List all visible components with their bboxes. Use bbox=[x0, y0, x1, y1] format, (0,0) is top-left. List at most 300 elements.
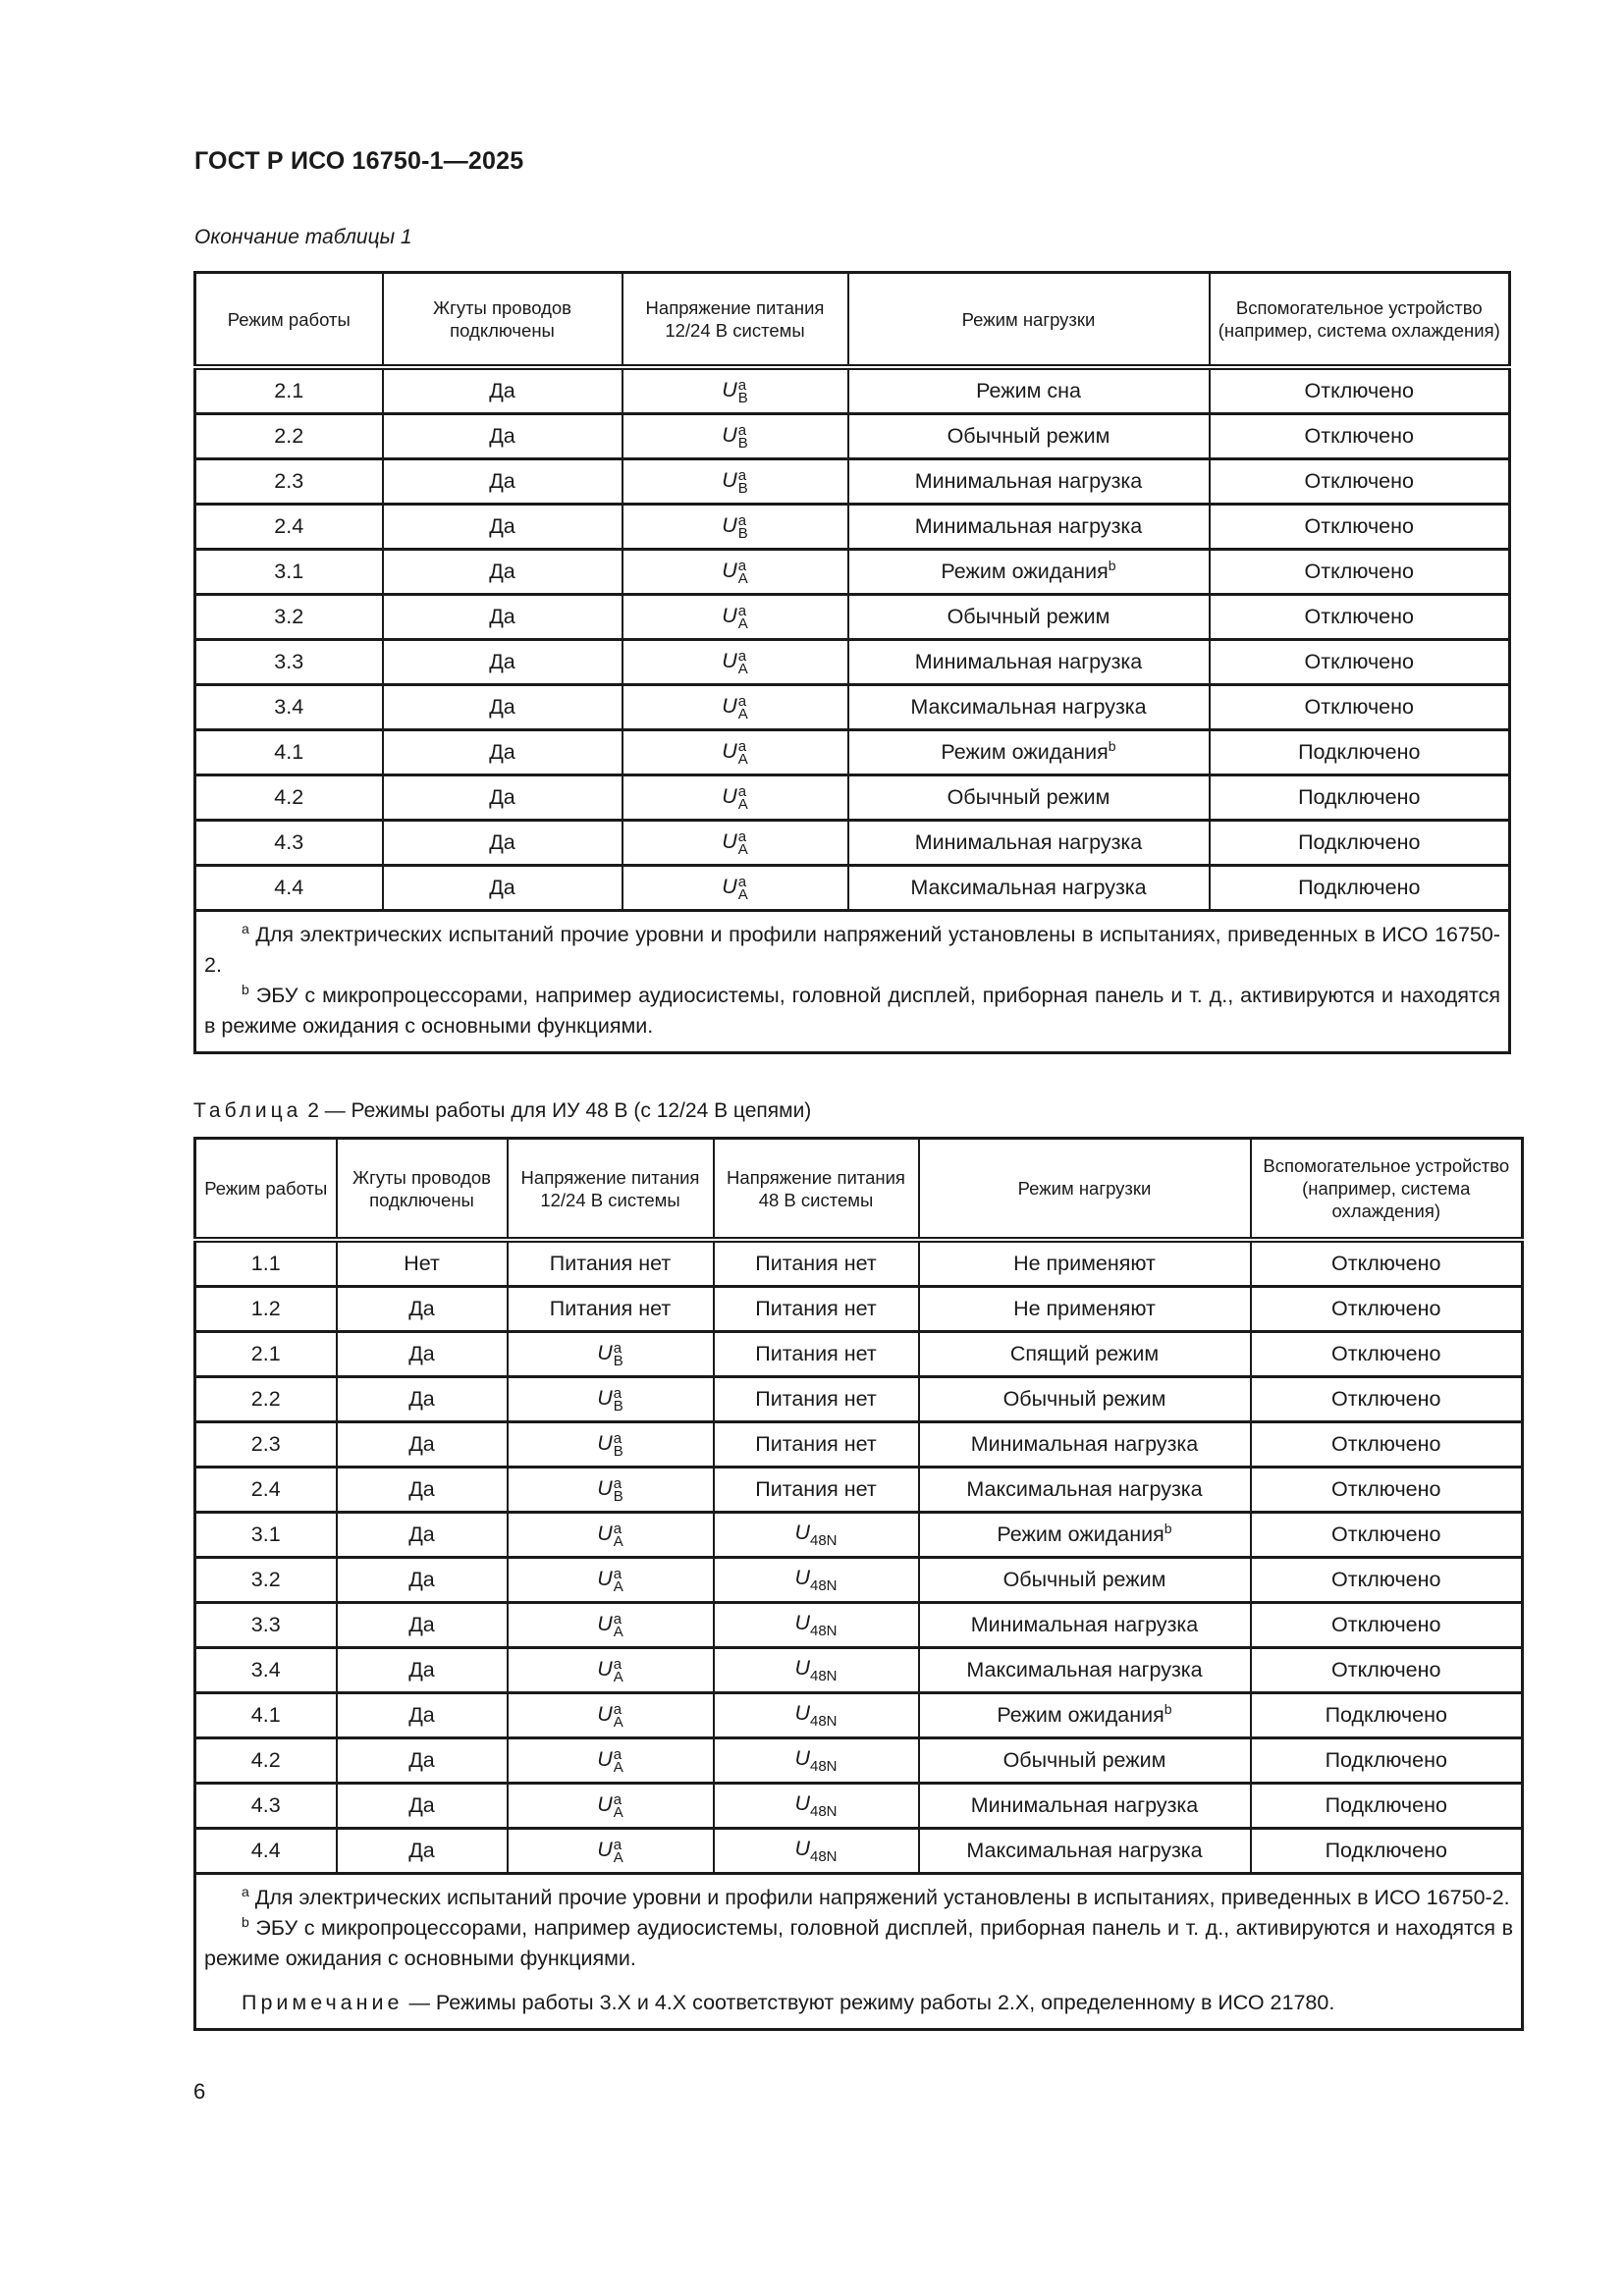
cell-voltage-12-24 bbox=[508, 1738, 714, 1784]
footnote-mark: a bbox=[613, 1339, 623, 1357]
cell-aux-device: Подключено bbox=[1251, 1693, 1523, 1738]
voltage-subscript: B bbox=[737, 389, 748, 406]
voltage-symbol: U bbox=[597, 1612, 613, 1636]
cell-voltage-12-24 bbox=[623, 866, 848, 911]
load-mode-text: Минимальная нагрузка bbox=[970, 1613, 1199, 1636]
cell-voltage-12-24 bbox=[508, 1829, 714, 1874]
footnote-a: $^a$ Для электрических испытаний прочие уровни и профили напряжений установлены в испытаниях, приведенных в ИСО 16750-2. bbox=[204, 920, 1500, 977]
footnote-mark: a bbox=[737, 692, 747, 710]
cell-voltage-48 bbox=[714, 1829, 919, 1874]
cell-load-mode bbox=[848, 367, 1210, 414]
cell-aux-device: Отключено bbox=[1251, 1558, 1523, 1603]
cell-load-mode bbox=[919, 1287, 1251, 1332]
cell-load-mode bbox=[919, 1377, 1251, 1422]
cell-load-mode bbox=[919, 1603, 1251, 1648]
load-mode-text: Обычный режим bbox=[947, 605, 1110, 628]
cell-voltage-12-24 bbox=[508, 1693, 714, 1738]
col-header-voltage-12-24: Напряжение питания 12/24 В системы bbox=[623, 273, 848, 368]
col-header-voltage-48: Напряжение питания 48 В системы bbox=[714, 1139, 919, 1241]
voltage-subscript: 48N bbox=[810, 1758, 838, 1775]
cell-load-mode bbox=[919, 1513, 1251, 1558]
voltage-symbol: U bbox=[722, 604, 737, 628]
load-mode-text: Минимальная нагрузка bbox=[914, 650, 1143, 673]
voltage-symbol: U bbox=[597, 1386, 613, 1411]
footnote-mark: a bbox=[737, 421, 747, 439]
cell-load-mode bbox=[848, 505, 1210, 550]
load-mode-text: Максимальная нагрузка bbox=[910, 876, 1147, 899]
cell-voltage-12-24 bbox=[623, 414, 848, 459]
cell-aux-device: Отключено bbox=[1210, 505, 1510, 550]
cell-load-mode bbox=[848, 685, 1210, 730]
footnote-a: $^a$ Для электрических испытаний прочие уровни и профили напряжений установлены в испытаниях, приведенных в ИСО 16750-2. bbox=[242, 1883, 1510, 1909]
cell-voltage-48 bbox=[714, 1648, 919, 1693]
voltage-subscript: 48N bbox=[810, 1532, 838, 1549]
table2-footnotes bbox=[195, 1874, 1523, 2030]
voltage-symbol: U bbox=[597, 1747, 613, 1772]
cell-harness: Да bbox=[383, 821, 623, 866]
voltage-symbol: U bbox=[722, 784, 737, 809]
cell-aux-device: Отключено bbox=[1210, 595, 1510, 640]
cell-load-mode bbox=[848, 550, 1210, 595]
cell-aux-device: Отключено bbox=[1210, 685, 1510, 730]
cell-voltage-12-24 bbox=[623, 595, 848, 640]
footnote-mark: a bbox=[613, 1745, 623, 1763]
table-row bbox=[195, 505, 1510, 550]
cell-load-mode bbox=[919, 1738, 1251, 1784]
table-row bbox=[195, 1558, 1523, 1603]
voltage-symbol: U bbox=[597, 1838, 613, 1862]
cell-mode: 3.1 bbox=[195, 550, 383, 595]
voltage-indices bbox=[737, 421, 748, 452]
voltage-subscript: A bbox=[613, 1758, 623, 1776]
voltage-indices bbox=[737, 692, 748, 722]
cell-voltage-12-24 bbox=[623, 821, 848, 866]
cell-load-mode bbox=[848, 775, 1210, 821]
table1-body bbox=[195, 367, 1510, 911]
cell-mode: 2.1 bbox=[195, 367, 383, 414]
voltage-symbol: U bbox=[722, 513, 737, 538]
cell-load-mode bbox=[848, 640, 1210, 685]
voltage-indices bbox=[614, 1522, 623, 1548]
voltage-subscript: A bbox=[613, 1848, 623, 1866]
cell-voltage-48 bbox=[714, 1468, 919, 1513]
cell-harness: Да bbox=[337, 1738, 508, 1784]
cell-harness: Да bbox=[337, 1784, 508, 1829]
footnote-mark: b bbox=[1108, 737, 1116, 754]
voltage-symbol: U bbox=[722, 649, 737, 673]
cell-load-mode bbox=[919, 1784, 1251, 1829]
voltage-symbol: U bbox=[722, 739, 737, 764]
voltage-subscript: A bbox=[737, 840, 748, 858]
footnote-mark: a bbox=[737, 602, 747, 619]
voltage-indices bbox=[737, 466, 748, 497]
cell-load-mode bbox=[848, 730, 1210, 775]
table-row bbox=[195, 685, 1510, 730]
voltage-indices bbox=[737, 376, 748, 406]
table2-caption-text: 2 — Режимы работы для ИУ 48 В (с 12/24 В цепями) bbox=[307, 1099, 812, 1122]
voltage-indices bbox=[613, 1790, 623, 1821]
table-row bbox=[195, 1240, 1523, 1287]
cell-harness: Да bbox=[337, 1558, 508, 1603]
note-label: Примечание bbox=[242, 1991, 404, 2014]
voltage-symbol: U bbox=[722, 694, 737, 719]
voltage-symbol: U bbox=[597, 1431, 613, 1456]
cell-aux-device: Отключено bbox=[1251, 1287, 1523, 1332]
load-mode-text: Максимальная нагрузка bbox=[966, 1477, 1203, 1501]
cell-voltage-12-24 bbox=[623, 730, 848, 775]
cell-load-mode bbox=[848, 866, 1210, 911]
cell-mode: 4.4 bbox=[195, 1829, 337, 1874]
voltage-subscript: B bbox=[737, 524, 748, 542]
footnote-mark: a bbox=[613, 1429, 623, 1447]
cell-harness: Да bbox=[337, 1693, 508, 1738]
cell-mode: 1.1 bbox=[195, 1240, 337, 1287]
footnote-mark: a bbox=[613, 1565, 623, 1582]
table1-footnotes bbox=[195, 911, 1510, 1053]
load-mode-text: Режим сна bbox=[976, 379, 1081, 402]
voltage-subscript: A bbox=[613, 1803, 623, 1821]
voltage-indices bbox=[613, 1700, 623, 1731]
voltage-subscript: B bbox=[737, 479, 748, 497]
cell-load-mode bbox=[919, 1829, 1251, 1874]
load-mode-text: Максимальная нагрузка bbox=[966, 1839, 1203, 1862]
load-mode-text: Режим ожидания bbox=[941, 740, 1109, 764]
cell-load-mode bbox=[848, 414, 1210, 459]
cell-mode: 3.2 bbox=[195, 1558, 337, 1603]
cell-voltage-12-24 bbox=[508, 1468, 714, 1513]
table-2-operating-modes-48v bbox=[193, 1137, 1524, 2031]
voltage-subscript: 48N bbox=[810, 1848, 838, 1865]
table-row bbox=[195, 1513, 1523, 1558]
table-row bbox=[195, 1332, 1523, 1377]
cell-aux-device: Отключено bbox=[1210, 640, 1510, 685]
footnote-mark: a bbox=[613, 1655, 623, 1673]
voltage-symbol: U bbox=[794, 1656, 810, 1680]
cell-harness: Да bbox=[383, 505, 623, 550]
table-row bbox=[195, 1287, 1523, 1332]
voltage-subscript: A bbox=[737, 705, 748, 722]
cell-load-mode bbox=[919, 1693, 1251, 1738]
cell-load-mode bbox=[919, 1648, 1251, 1693]
table-row bbox=[195, 1603, 1523, 1648]
cell-load-mode bbox=[919, 1558, 1251, 1603]
voltage-symbol: U bbox=[597, 1522, 613, 1546]
load-mode-text: Режим ожидания bbox=[997, 1703, 1164, 1727]
cell-harness: Да bbox=[337, 1513, 508, 1558]
footnote-mark: a bbox=[737, 782, 747, 800]
load-mode-text: Обычный режим bbox=[947, 785, 1110, 809]
no-power-text: Питания нет bbox=[755, 1477, 877, 1501]
table2-caption-label: Таблица bbox=[193, 1099, 302, 1122]
voltage-symbol: U bbox=[597, 1476, 613, 1501]
voltage-symbol: U bbox=[597, 1341, 613, 1365]
cell-harness: Да bbox=[337, 1377, 508, 1422]
cell-voltage-12-24 bbox=[508, 1422, 714, 1468]
footnote-mark: a bbox=[737, 647, 747, 665]
table1-footnotes-row bbox=[195, 911, 1510, 1053]
cell-harness: Да bbox=[383, 595, 623, 640]
table2-caption bbox=[193, 1099, 811, 1123]
voltage-indices bbox=[737, 782, 748, 813]
cell-voltage-12-24 bbox=[623, 459, 848, 505]
footnote-mark: a bbox=[613, 1520, 623, 1537]
cell-voltage-48 bbox=[714, 1422, 919, 1468]
cell-mode: 2.3 bbox=[195, 459, 383, 505]
cell-mode: 4.1 bbox=[195, 1693, 337, 1738]
cell-voltage-12-24 bbox=[623, 640, 848, 685]
no-power-text: Питания нет bbox=[755, 1297, 877, 1320]
cell-mode: 2.2 bbox=[195, 414, 383, 459]
voltage-symbol: U bbox=[597, 1792, 613, 1817]
cell-load-mode bbox=[919, 1468, 1251, 1513]
cell-aux-device: Подключено bbox=[1210, 866, 1510, 911]
no-power-text: Питания нет bbox=[755, 1432, 877, 1456]
cell-voltage-12-24 bbox=[623, 775, 848, 821]
cell-mode: 3.3 bbox=[195, 640, 383, 685]
cell-aux-device: Отключено bbox=[1251, 1240, 1523, 1287]
col-header-aux-device: Вспомогательное устройство (например, система охлаждения) bbox=[1251, 1139, 1523, 1241]
note-text: — Режимы работы 3.X и 4.X соответствуют режиму работы 2.X, определенному в ИСО 21780. bbox=[408, 1991, 1335, 2014]
cell-mode: 3.2 bbox=[195, 595, 383, 640]
voltage-indices bbox=[613, 1474, 623, 1505]
footnote-mark: a bbox=[737, 873, 747, 890]
cell-load-mode bbox=[848, 595, 1210, 640]
footnote-mark: a bbox=[737, 557, 747, 574]
cell-harness: Да bbox=[337, 1648, 508, 1693]
footnote-b: $^b$ ЭБУ с микропроцессорами, например аудиосистемы, головной дисплей, приборная панель и т. д., активируются и находятся в режиме ожидания с основными функциями. bbox=[204, 981, 1500, 1038]
table-row bbox=[195, 730, 1510, 775]
cell-mode: 2.4 bbox=[195, 1468, 337, 1513]
voltage-indices bbox=[737, 557, 748, 587]
table-1-operating-modes bbox=[193, 271, 1511, 1054]
voltage-indices bbox=[613, 1429, 623, 1460]
cell-mode: 2.2 bbox=[195, 1377, 337, 1422]
no-power-text: Питания нет bbox=[755, 1387, 877, 1411]
cell-mode: 4.2 bbox=[195, 775, 383, 821]
cell-aux-device: Отключено bbox=[1210, 550, 1510, 595]
cell-mode: 4.1 bbox=[195, 730, 383, 775]
table2-footnotes-row bbox=[195, 1874, 1523, 2030]
voltage-symbol: U bbox=[794, 1566, 810, 1589]
no-power-text: Питания нет bbox=[755, 1252, 877, 1275]
table1-header-row bbox=[195, 273, 1510, 368]
cell-harness: Да bbox=[337, 1829, 508, 1874]
table2-header-row bbox=[195, 1139, 1523, 1241]
cell-harness: Да bbox=[383, 414, 623, 459]
load-mode-text: Режим ожидания bbox=[941, 560, 1109, 583]
voltage-indices bbox=[738, 830, 748, 856]
voltage-subscript: A bbox=[737, 885, 748, 903]
load-mode-text: Минимальная нагрузка bbox=[914, 469, 1143, 493]
cell-voltage-12-24 bbox=[508, 1513, 714, 1558]
cell-voltage-12-24 bbox=[508, 1240, 714, 1287]
cell-mode: 1.2 bbox=[195, 1287, 337, 1332]
load-mode-text: Обычный режим bbox=[947, 424, 1110, 448]
voltage-symbol: U bbox=[722, 468, 737, 493]
cell-load-mode bbox=[848, 821, 1210, 866]
load-mode-text: Не применяют bbox=[1013, 1297, 1156, 1320]
footnote-mark: b bbox=[1108, 557, 1116, 573]
voltage-symbol: U bbox=[597, 1702, 613, 1727]
page-number: 6 bbox=[193, 2079, 206, 2104]
voltage-symbol: U bbox=[597, 1567, 613, 1591]
load-mode-text: Минимальная нагрузка bbox=[914, 514, 1143, 538]
table-row bbox=[195, 1738, 1523, 1784]
voltage-subscript: 48N bbox=[810, 1713, 838, 1730]
cell-mode: 3.4 bbox=[195, 1648, 337, 1693]
load-mode-text: Режим ожидания bbox=[997, 1522, 1164, 1546]
cell-voltage-48 bbox=[714, 1738, 919, 1784]
voltage-indices bbox=[613, 1610, 623, 1640]
col-header-harness: Жгуты проводов подключены bbox=[337, 1139, 508, 1241]
voltage-indices bbox=[737, 602, 748, 632]
document-title: ГОСТ Р ИСО 16750-1—2025 bbox=[194, 147, 524, 175]
voltage-symbol: U bbox=[794, 1521, 810, 1544]
voltage-subscript: B bbox=[613, 1352, 623, 1369]
cell-voltage-12-24 bbox=[508, 1784, 714, 1829]
cell-harness: Да bbox=[383, 459, 623, 505]
cell-voltage-48 bbox=[714, 1377, 919, 1422]
load-mode-text: Спящий режим bbox=[1009, 1342, 1160, 1365]
cell-load-mode bbox=[919, 1422, 1251, 1468]
cell-mode: 3.4 bbox=[195, 685, 383, 730]
cell-load-mode bbox=[919, 1240, 1251, 1287]
footnote-mark: a bbox=[737, 511, 747, 529]
cell-aux-device: Отключено bbox=[1251, 1422, 1523, 1468]
cell-mode: 2.4 bbox=[195, 505, 383, 550]
cell-voltage-48 bbox=[714, 1603, 919, 1648]
no-power-text: Питания нет bbox=[549, 1252, 672, 1275]
table-row bbox=[195, 775, 1510, 821]
cell-harness: Да bbox=[383, 550, 623, 595]
voltage-indices bbox=[613, 1745, 623, 1776]
cell-voltage-12-24 bbox=[623, 685, 848, 730]
footnote-mark: b bbox=[1164, 1520, 1172, 1536]
cell-aux-device: Отключено bbox=[1251, 1468, 1523, 1513]
cell-aux-device: Отключено bbox=[1251, 1648, 1523, 1693]
voltage-indices bbox=[737, 873, 748, 903]
cell-aux-device: Отключено bbox=[1210, 414, 1510, 459]
cell-voltage-12-24 bbox=[508, 1648, 714, 1693]
table1-caption: Окончание таблицы 1 bbox=[194, 226, 412, 248]
voltage-indices bbox=[613, 1384, 623, 1415]
voltage-subscript: A bbox=[613, 1532, 623, 1550]
footnote-mark: a bbox=[737, 737, 747, 755]
load-mode-text: Максимальная нагрузка bbox=[910, 695, 1147, 719]
cell-voltage-12-24 bbox=[508, 1377, 714, 1422]
col-header-voltage-12-24: Напряжение питания 12/24 В системы bbox=[508, 1139, 714, 1241]
cell-mode: 2.3 bbox=[195, 1422, 337, 1468]
cell-mode: 4.3 bbox=[195, 1784, 337, 1829]
cell-aux-device: Отключено bbox=[1251, 1603, 1523, 1648]
table-row bbox=[195, 1784, 1523, 1829]
voltage-subscript: 48N bbox=[810, 1803, 838, 1820]
cell-voltage-48 bbox=[714, 1287, 919, 1332]
footnote-mark: a bbox=[613, 1790, 623, 1808]
cell-voltage-48 bbox=[714, 1332, 919, 1377]
cell-mode: 3.3 bbox=[195, 1603, 337, 1648]
table-row bbox=[195, 821, 1510, 866]
voltage-subscript: B bbox=[613, 1442, 623, 1460]
cell-aux-device: Подключено bbox=[1210, 821, 1510, 866]
voltage-symbol: U bbox=[794, 1746, 810, 1770]
voltage-subscript: 48N bbox=[810, 1623, 838, 1639]
voltage-indices bbox=[613, 1565, 623, 1595]
cell-harness: Да bbox=[337, 1422, 508, 1468]
voltage-subscript: A bbox=[737, 614, 748, 632]
voltage-symbol: U bbox=[794, 1837, 810, 1860]
voltage-symbol: U bbox=[722, 875, 737, 899]
voltage-indices bbox=[737, 647, 748, 677]
col-header-aux-device: Вспомогательное устройство (например, система охлаждения) bbox=[1210, 273, 1510, 368]
table2-body bbox=[195, 1240, 1523, 1874]
voltage-indices bbox=[613, 1339, 623, 1369]
cell-aux-device: Отключено bbox=[1210, 367, 1510, 414]
col-header-mode: Режим работы bbox=[195, 273, 383, 368]
cell-mode: 3.1 bbox=[195, 1513, 337, 1558]
load-mode-text: Минимальная нагрузка bbox=[970, 1793, 1199, 1817]
footnote-mark: a bbox=[613, 1700, 623, 1718]
cell-harness: Да bbox=[337, 1287, 508, 1332]
footnote-mark: a bbox=[613, 1474, 623, 1492]
voltage-subscript: A bbox=[613, 1623, 623, 1640]
cell-voltage-12-24 bbox=[623, 367, 848, 414]
voltage-subscript: 48N bbox=[810, 1577, 838, 1594]
cell-aux-device: Отключено bbox=[1251, 1332, 1523, 1377]
voltage-indices bbox=[737, 511, 748, 542]
load-mode-text: Минимальная нагрузка bbox=[914, 830, 1143, 854]
footnote-b: $^b$ ЭБУ с микропроцессорами, например аудиосистемы, головной дисплей, приборная панель и т. д., активируются и находятся в режиме ожидания с основными функциями. bbox=[204, 1913, 1513, 1970]
voltage-indices bbox=[613, 1655, 623, 1685]
voltage-subscript: B bbox=[737, 434, 748, 452]
table-row bbox=[195, 1422, 1523, 1468]
cell-harness: Да bbox=[383, 367, 623, 414]
table2-note bbox=[204, 1988, 1513, 2018]
table-row bbox=[195, 1829, 1523, 1874]
load-mode-text: Обычный режим bbox=[1002, 1748, 1166, 1772]
load-mode-text: Обычный режим bbox=[1002, 1387, 1166, 1411]
cell-aux-device: Подключено bbox=[1251, 1829, 1523, 1874]
voltage-symbol: U bbox=[794, 1701, 810, 1725]
footnote-mark: a bbox=[737, 376, 747, 394]
voltage-symbol: U bbox=[794, 1611, 810, 1634]
cell-aux-device: Подключено bbox=[1210, 775, 1510, 821]
voltage-subscript: A bbox=[737, 660, 748, 677]
voltage-subscript: A bbox=[737, 750, 748, 768]
cell-harness: Да bbox=[337, 1468, 508, 1513]
load-mode-text: Максимальная нагрузка bbox=[966, 1658, 1203, 1682]
cell-voltage-12-24 bbox=[508, 1287, 714, 1332]
col-header-harness: Жгуты проводов подключены bbox=[383, 273, 623, 368]
footnote-mark: b bbox=[1164, 1700, 1172, 1717]
cell-harness: Да bbox=[383, 730, 623, 775]
no-power-text: Питания нет bbox=[549, 1297, 672, 1320]
voltage-symbol: U bbox=[722, 829, 737, 854]
cell-voltage-12-24 bbox=[623, 505, 848, 550]
cell-mode: 4.2 bbox=[195, 1738, 337, 1784]
cell-voltage-12-24 bbox=[623, 550, 848, 595]
cell-voltage-48 bbox=[714, 1693, 919, 1738]
voltage-subscript: A bbox=[737, 795, 748, 813]
footnote-mark: a bbox=[613, 1836, 623, 1853]
voltage-indices bbox=[613, 1836, 623, 1866]
cell-harness: Да bbox=[337, 1603, 508, 1648]
cell-harness: Да bbox=[383, 640, 623, 685]
cell-voltage-48 bbox=[714, 1558, 919, 1603]
cell-mode: 4.3 bbox=[195, 821, 383, 866]
no-power-text: Питания нет bbox=[755, 1342, 877, 1365]
footnote-mark: a bbox=[613, 1610, 623, 1628]
